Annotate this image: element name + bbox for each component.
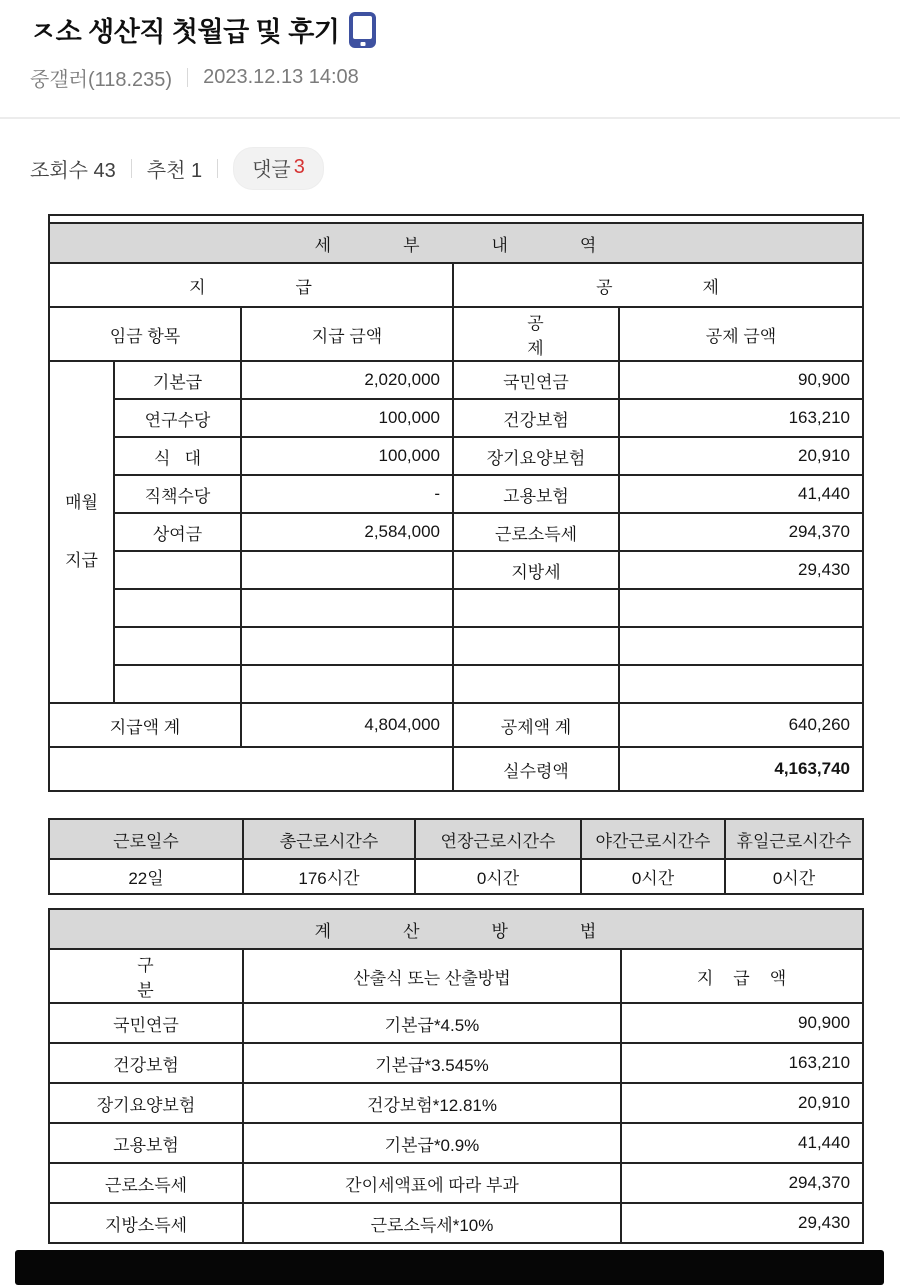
stats-divider <box>131 159 132 178</box>
calc-category: 장기요양보험 <box>49 1083 243 1123</box>
cell-ded-item: 국민연금 <box>453 361 619 399</box>
col-header-deduct: 공제 <box>453 307 619 361</box>
hours-header-workdays: 근로일수 <box>49 819 243 859</box>
calc-category: 고용보험 <box>49 1123 243 1163</box>
cell-ded-item <box>453 589 619 627</box>
calc-category: 근로소득세 <box>49 1163 243 1203</box>
post-title-line <box>30 10 900 49</box>
cell-ded-item <box>453 627 619 665</box>
header-divider <box>0 117 900 119</box>
cell-amount <box>241 665 453 703</box>
cell-amount <box>241 589 453 627</box>
total-deduct-amount: 640,260 <box>619 703 863 747</box>
author-name[interactable]: 중갤러(118.235) <box>30 69 173 91</box>
meta-divider <box>187 68 188 87</box>
calc-formula: 근로소득세*10% <box>243 1203 621 1243</box>
cell-item: 연구수당 <box>114 399 241 437</box>
cell-item: 직책수당 <box>114 475 241 513</box>
cell-ded-amount: 163,210 <box>619 399 863 437</box>
calculation-method-table <box>48 908 864 1244</box>
comments-label: 댓글 <box>252 158 291 181</box>
cell-ded-amount: 294,370 <box>619 513 863 551</box>
calc-table-title: 계산방법 <box>49 909 863 949</box>
net-pay-label: 실수령액 <box>453 747 619 791</box>
post-stats <box>30 148 324 188</box>
work-hours-table <box>48 818 864 895</box>
cell-ded-amount <box>619 589 863 627</box>
calc-formula: 건강보험*12.81% <box>243 1083 621 1123</box>
cell-ded-item: 근로소득세 <box>453 513 619 551</box>
total-pay-amount: 4,804,000 <box>241 703 453 747</box>
net-row-blank-cell <box>49 747 453 791</box>
group-label-line2: 지급 <box>65 551 98 570</box>
cell-item: 식 대 <box>114 437 241 475</box>
calc-amount: 163,210 <box>621 1043 863 1083</box>
stats-divider <box>217 159 218 178</box>
redacted-black-bar <box>15 1250 884 1285</box>
calc-amount: 90,900 <box>621 1003 863 1043</box>
cell-item: 기본급 <box>114 361 241 399</box>
calc-amount: 20,910 <box>621 1083 863 1123</box>
calc-category: 지방소득세 <box>49 1203 243 1243</box>
calc-formula: 기본급*4.5% <box>243 1003 621 1043</box>
comments-badge[interactable] <box>233 147 324 190</box>
hours-value-holiday: 0시간 <box>725 859 863 894</box>
post-meta <box>30 63 359 92</box>
total-deduct-label: 공제액 계 <box>453 703 619 747</box>
post-title: ㅈ소 생산직 첫월급 및 후기 <box>30 17 340 47</box>
hours-value-total: 176시간 <box>243 859 415 894</box>
cell-item <box>114 589 241 627</box>
cell-ded-amount: 90,900 <box>619 361 863 399</box>
calc-formula: 기본급*0.9% <box>243 1123 621 1163</box>
like-count: 추천 1 <box>146 159 203 182</box>
col-header-deduct-amount: 공제 금액 <box>619 307 863 361</box>
post-date: 2023.12.13 14:08 <box>203 66 359 88</box>
hours-header-total: 총근로시간수 <box>243 819 415 859</box>
calc-amount: 29,430 <box>621 1203 863 1243</box>
calc-amount: 41,440 <box>621 1123 863 1163</box>
cell-ded-amount <box>619 627 863 665</box>
total-pay-label: 지급액 계 <box>49 703 241 747</box>
col-header-item: 임금 항목 <box>49 307 241 361</box>
group-label-line1: 매월 <box>65 493 98 512</box>
calc-col-category: 구분 <box>49 949 243 1003</box>
cell-ded-item: 장기요양보험 <box>453 437 619 475</box>
calc-formula: 간이세액표에 따라 부과 <box>243 1163 621 1203</box>
payslip-image[interactable] <box>0 214 900 1285</box>
calc-amount: 294,370 <box>621 1163 863 1203</box>
cell-ded-amount <box>619 665 863 703</box>
cell-amount <box>241 551 453 589</box>
table-top-stub <box>49 215 863 223</box>
pay-group-header: 지급 <box>49 263 453 307</box>
detail-table-title: 세부내역 <box>49 223 863 263</box>
cell-ded-item: 지방세 <box>453 551 619 589</box>
cell-ded-item: 고용보험 <box>453 475 619 513</box>
spacer <box>0 895 900 908</box>
comments-count: 3 <box>293 155 305 178</box>
cell-amount: 2,584,000 <box>241 513 453 551</box>
hours-value-overtime: 0시간 <box>415 859 581 894</box>
hours-value-workdays: 22일 <box>49 859 243 894</box>
view-count: 조회수 43 <box>30 159 116 182</box>
hours-header-overtime: 연장근로시간수 <box>415 819 581 859</box>
calc-col-amount: 지급액 <box>621 949 863 1003</box>
cell-amount: - <box>241 475 453 513</box>
cell-ded-amount: 29,430 <box>619 551 863 589</box>
cell-amount: 2,020,000 <box>241 361 453 399</box>
cell-ded-amount: 20,910 <box>619 437 863 475</box>
cell-ded-item: 건강보험 <box>453 399 619 437</box>
post-header <box>0 0 900 182</box>
hours-header-night: 야간근로시간수 <box>581 819 725 859</box>
cell-amount <box>241 627 453 665</box>
calc-formula: 기본급*3.545% <box>243 1043 621 1083</box>
cell-amount: 100,000 <box>241 437 453 475</box>
cell-ded-item <box>453 665 619 703</box>
cell-amount: 100,000 <box>241 399 453 437</box>
deduct-group-header: 공제 <box>453 263 863 307</box>
mobile-phone-icon <box>349 12 376 48</box>
cell-item <box>114 665 241 703</box>
net-pay-amount: 4,163,740 <box>619 747 863 791</box>
spacer <box>0 792 900 818</box>
hours-value-night: 0시간 <box>581 859 725 894</box>
calc-category: 건강보험 <box>49 1043 243 1083</box>
calc-category: 국민연금 <box>49 1003 243 1043</box>
col-header-pay-amount: 지급 금액 <box>241 307 453 361</box>
cell-item <box>114 627 241 665</box>
cell-item <box>114 551 241 589</box>
salary-detail-table <box>48 214 864 792</box>
cell-item: 상여금 <box>114 513 241 551</box>
hours-header-holiday: 휴일근로시간수 <box>725 819 863 859</box>
calc-col-formula: 산출식 또는 산출방법 <box>243 949 621 1003</box>
cell-ded-amount: 41,440 <box>619 475 863 513</box>
monthly-pay-group-label <box>49 361 114 703</box>
